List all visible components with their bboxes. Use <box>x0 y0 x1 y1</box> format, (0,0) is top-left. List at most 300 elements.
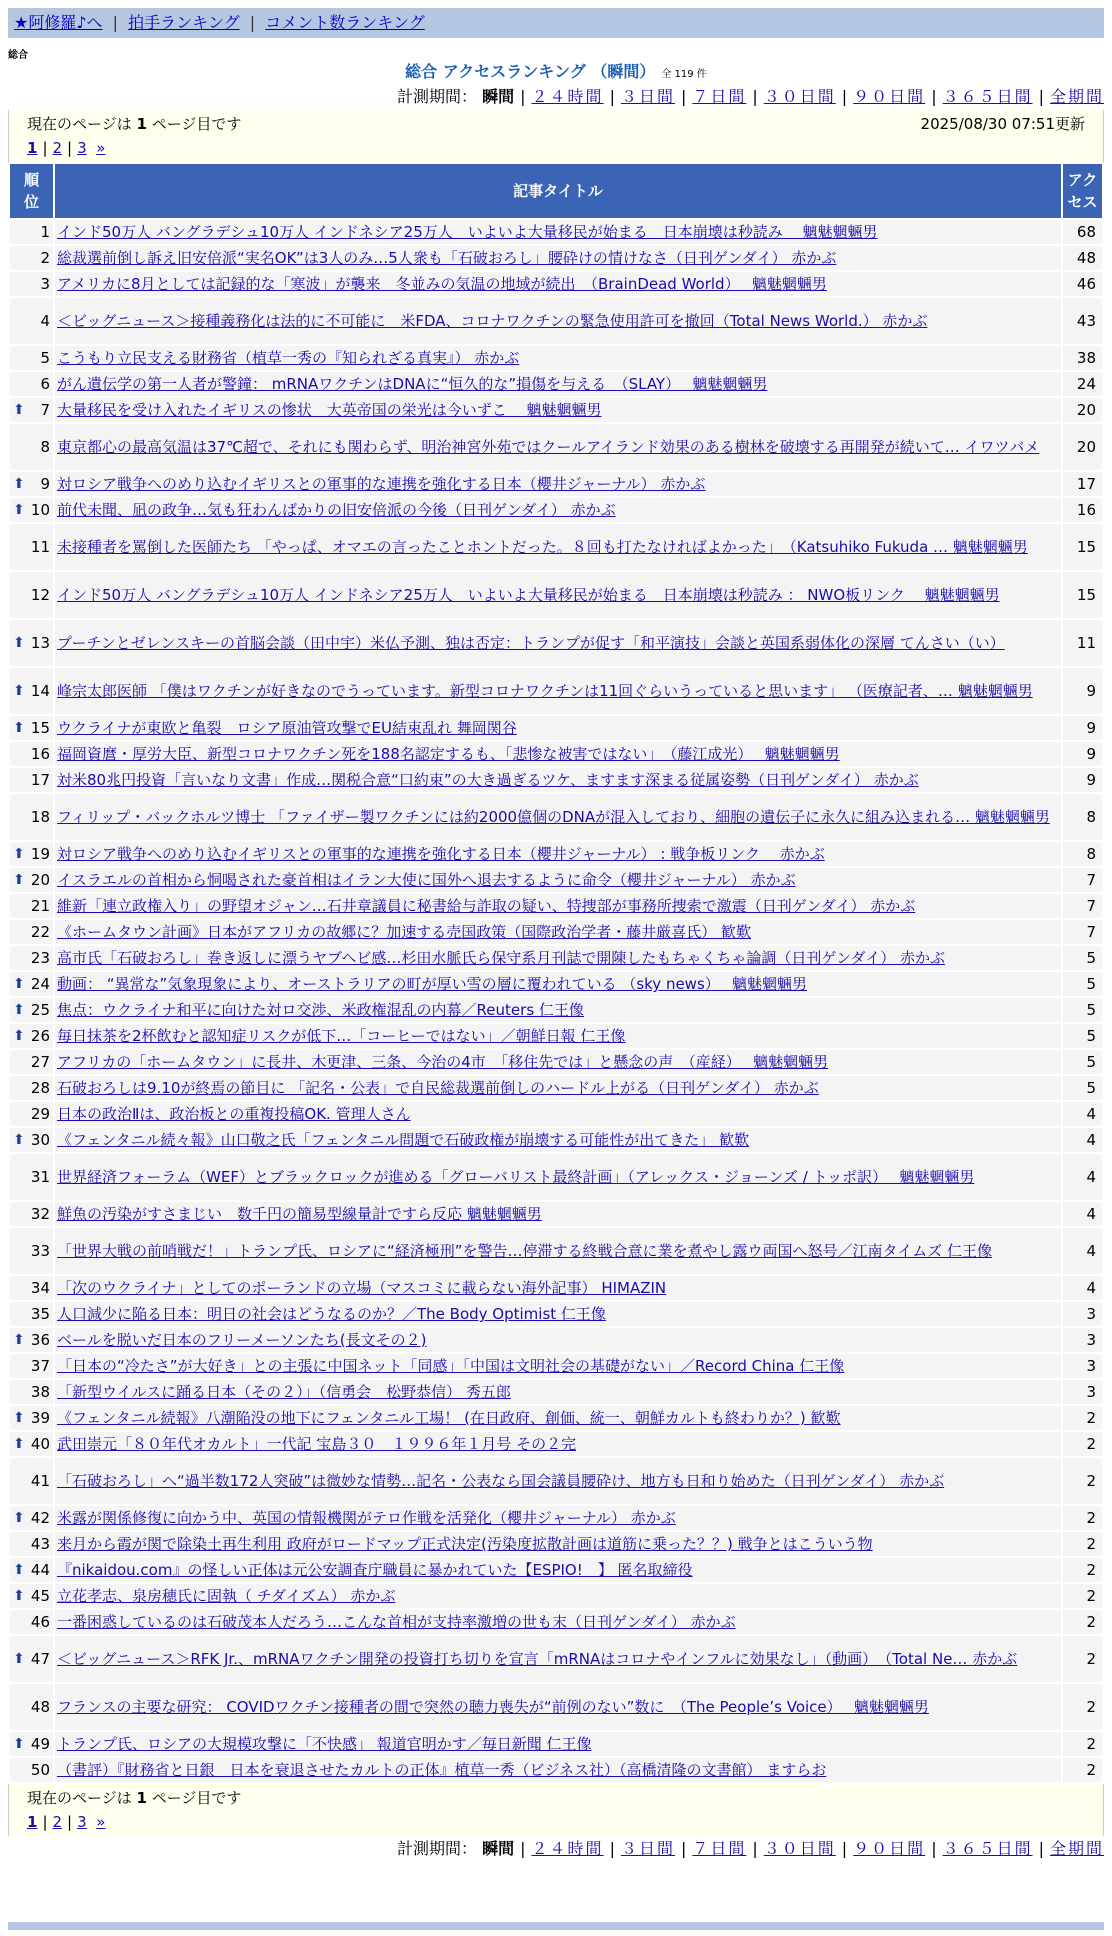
period-link[interactable]: ７日間 <box>692 1839 747 1858</box>
rank-number: 20 <box>30 871 50 889</box>
article-title-link[interactable]: 対ロシア戦争へのめり込むイギリスとの軍事的な連携を強化する日本（櫻井ジャーナル） : 戦争板リンク 赤かぶ <box>57 845 825 863</box>
access-count: 68 <box>1063 220 1102 244</box>
period-link[interactable]: ３日間 <box>620 1839 675 1858</box>
pager-next[interactable]: » <box>96 1813 106 1831</box>
pager-page-3[interactable]: 3 <box>77 139 87 157</box>
ranking-table-body <box>10 220 1102 1782</box>
page-title <box>0 62 1112 85</box>
article-title-link[interactable]: 毎日抹茶を2杯飲むと認知症リスクが低下…「コーヒーではない」／朝鮮日報 仁王像 <box>57 1027 626 1045</box>
access-count: 20 <box>1063 398 1102 422</box>
rank-number: 13 <box>30 634 50 652</box>
table-row <box>10 298 1102 344</box>
period-link[interactable]: ７日間 <box>692 87 747 106</box>
rank-up-arrow-icon: ⬆ <box>13 1436 25 1452</box>
access-count: 2 <box>1063 1458 1102 1504</box>
title-cell <box>55 768 1061 792</box>
rank-cell <box>10 1354 53 1378</box>
title-cell <box>55 1506 1061 1530</box>
article-title-link[interactable]: 「世界大戦の前哨戦だ！」トランプ氏、ロシアに“経済極刑”を警告…停滞する終戦合意に業を煮やし露ウ両国へ怒号／江南タイムズ 仁王像 <box>57 1242 993 1260</box>
access-count: 9 <box>1063 668 1102 714</box>
rank-cell <box>10 346 53 370</box>
article-title-link[interactable]: 《フェンタニル続報》八潮陥没の地下にフェンタニル工場！ (在日政府、創価、統一、朝鮮カルトも終わりか？) 歓歎 <box>57 1409 841 1427</box>
article-title-link[interactable]: 未接種者を罵倒した医師たち 「やっぱ、オマエの言ったことホントだった。８回も打たなければよかった」 （Katsuhiko Fukuda … 魑魅魍魎男 <box>57 538 1028 556</box>
access-count: 8 <box>1063 794 1102 840</box>
pager-top <box>27 136 1085 160</box>
article-title-link[interactable]: 峰宗太郎医師 「僕はワクチンが好きなのでうっています。新型コロナワクチンは11回ぐらいうっていると思います」 （医療記者、… 魑魅魍魎男 <box>57 682 1033 700</box>
article-title-link[interactable]: 立花孝志、泉房穂氏に固執（ チダイズム） 赤かぶ <box>57 1587 396 1605</box>
current-page-text <box>27 1786 241 1810</box>
pager-page-2[interactable]: 2 <box>52 139 63 157</box>
rank-number: 47 <box>30 1650 50 1668</box>
rank-cell <box>10 1732 53 1756</box>
period-separator: | <box>680 1839 687 1858</box>
title-cell <box>55 1202 1061 1226</box>
title-cell <box>55 1558 1061 1582</box>
rank-number: 7 <box>40 401 50 419</box>
top-nav-bar <box>8 8 1104 38</box>
table-row <box>10 794 1102 840</box>
access-count: 3 <box>1063 1380 1102 1404</box>
title-cell <box>55 1636 1061 1682</box>
rank-number: 34 <box>30 1279 50 1297</box>
table-row <box>10 1024 1102 1048</box>
title-cell <box>55 472 1061 496</box>
title-cell <box>55 524 1061 570</box>
table-row <box>10 920 1102 944</box>
rank-cell <box>10 1050 53 1074</box>
article-title-link[interactable]: イスラエルの首相から恫喝された豪首相はイラン大使に国外へ退去するように命令（櫻井ジャーナル） 赤かぶ <box>57 871 796 889</box>
article-title-link[interactable]: 世界経済フォーラム（WEF）とブラックロックが進める「グローバリスト最終計画」（アレックス・ジョーンズ / トッポ訳） 魑魅魍魎男 <box>57 1168 975 1186</box>
rank-cell <box>10 424 53 470</box>
article-title-link[interactable]: 対ロシア戦争へのめり込むイギリスとの軍事的な連携を強化する日本（櫻井ジャーナル） 赤かぶ <box>57 475 706 493</box>
article-title-link[interactable]: 人口減少に陥る日本：明日の社会はどうなるのか？／The Body Optimist 仁王像 <box>57 1305 606 1323</box>
table-row <box>10 424 1102 470</box>
period-separator: | <box>1038 1839 1044 1858</box>
pager-page-1[interactable]: 1 <box>27 1813 38 1831</box>
rank-number: 6 <box>40 375 50 393</box>
period-link[interactable]: 全期間 <box>1049 1839 1104 1858</box>
period-separator: | <box>752 87 758 106</box>
rank-number: 10 <box>30 501 50 519</box>
rank-cell <box>10 868 53 892</box>
article-title-link[interactable]: 日本の政治Ⅱは、政治板との重複投稿OK. 管理人さん <box>57 1105 411 1123</box>
article-title-link[interactable]: インド50万人 バングラデシュ10万人 インドネシア25万人 いよいよ大量移民が始まる 日本崩壊は秒読み ： NWO板リンク 魑魅魍魎男 <box>57 586 1000 604</box>
access-count: 7 <box>1063 868 1102 892</box>
period-separator: | <box>609 87 615 106</box>
title-cell <box>55 920 1061 944</box>
access-count: 5 <box>1063 946 1102 970</box>
rank-cell <box>10 1506 53 1530</box>
article-title-link[interactable]: 「日本の“冷たさ”が大好き」との主張に中国ネット「同感」「中国は文明社会の基礎がない」／Record China 仁王像 <box>57 1357 845 1375</box>
access-count: 16 <box>1063 498 1102 522</box>
page-title-text: 総合 アクセスランキング （瞬間） <box>405 62 656 81</box>
access-count: 2 <box>1063 1406 1102 1430</box>
rank-up-arrow-icon: ⬆ <box>13 1002 25 1018</box>
page-info-top <box>8 110 1104 162</box>
article-title-link[interactable]: 福岡資麿・厚労大臣、新型コロナワクチン死を188名認定するも、「悲惨な被害ではない」 （藤江成光） 魑魅魍魎男 <box>57 745 840 763</box>
article-title-link[interactable]: 「次のウクライナ」としてのポーランドの立場（マスコミに載らない海外記事） HIMAZIN <box>57 1279 667 1297</box>
rank-cell <box>10 716 53 740</box>
period-separator: | <box>752 1839 758 1858</box>
rank-cell <box>10 298 53 344</box>
page-prefix: 現在のページは <box>27 1789 132 1807</box>
table-row <box>10 1732 1102 1756</box>
access-count: 15 <box>1063 572 1102 618</box>
article-title-link[interactable]: がん遺伝学の第一人者が警鐘： mRNAワクチンはDNAに“恒久的な”損傷を与える （SLAY） 魑魅魍魎男 <box>57 375 768 393</box>
rank-number: 42 <box>30 1509 50 1527</box>
title-cell <box>55 298 1061 344</box>
table-row <box>10 498 1102 522</box>
table-row <box>10 1328 1102 1352</box>
title-cell <box>55 1328 1061 1352</box>
period-link[interactable]: ３日間 <box>620 87 675 106</box>
period-link[interactable]: 全期間 <box>1049 87 1104 106</box>
rank-up-arrow-icon: ⬆ <box>13 1651 25 1667</box>
article-title-link[interactable]: アフリカの「ホームタウン」に長井、木更津、三条、今治の4市 「移住先では」と懸念の声 （産経） 魑魅魍魎男 <box>57 1053 829 1071</box>
table-row <box>10 1458 1102 1504</box>
pager-page-1[interactable]: 1 <box>27 139 38 157</box>
rank-number: 2 <box>40 249 50 267</box>
title-cell <box>55 372 1061 396</box>
access-count: 24 <box>1063 372 1102 396</box>
title-cell <box>55 498 1061 522</box>
rank-cell <box>10 1128 53 1152</box>
rank-number: 50 <box>30 1761 50 1779</box>
article-title-link[interactable]: 鮮魚の汚染がすさまじい 数千円の簡易型線量計ですら反応 魑魅魍魎男 <box>57 1205 542 1223</box>
title-cell <box>55 424 1061 470</box>
period-link[interactable]: ３６５日間 <box>942 1839 1033 1858</box>
title-cell <box>55 972 1061 996</box>
access-count: 9 <box>1063 742 1102 766</box>
access-count: 46 <box>1063 272 1102 296</box>
page-suffix: ページ目です <box>151 1789 242 1807</box>
period-link[interactable]: ２４時間 <box>531 87 604 106</box>
article-title-link[interactable]: 《ホームタウン計画》日本がアフリカの故郷に？加速する売国政策（国際政治学者・藤井厳喜氏） 歓歎 <box>57 923 752 941</box>
article-title-link[interactable]: 「石破おろし」へ“過半数172人突破”は微妙な情勢…記名・公表なら国会議員腰砕け、地方も日和り始めた（日刊ゲンダイ） 赤かぶ <box>57 1472 945 1490</box>
rank-cell <box>10 1610 53 1634</box>
article-title-link[interactable]: ベールを脱いだ日本のフリーメーソンたち(長文その２) <box>57 1331 427 1349</box>
article-title-link[interactable]: 《フェンタニル続々報》山口敬之氏「フェンタニル問題で石破政権が崩壊する可能性が出てきた」 歓歎 <box>57 1131 750 1149</box>
title-cell <box>55 1102 1061 1126</box>
rank-up-arrow-icon: ⬆ <box>13 1028 25 1044</box>
rank-number: 26 <box>30 1027 50 1045</box>
title-cell <box>55 1532 1061 1556</box>
title-cell <box>55 1380 1061 1404</box>
article-title-link[interactable]: ＜ビッグニュース＞接種義務化は法的に不可能に 米FDA、コロナワクチンの緊急使用許可を撤回（Total News World.） 赤かぶ <box>57 312 928 330</box>
period-selector-top <box>397 86 1104 108</box>
pager-next[interactable]: » <box>96 139 106 157</box>
article-title-link[interactable]: こうもり立民支える財務省（植草一秀の『知られざる真実』） 赤かぶ <box>57 349 520 367</box>
rank-cell <box>10 742 53 766</box>
rank-number: 40 <box>30 1435 50 1453</box>
rank-cell <box>10 272 53 296</box>
title-cell <box>55 398 1061 422</box>
rank-number: 18 <box>30 808 50 826</box>
article-title-link[interactable]: ウクライナが東欧と亀裂 ロシア原油管攻撃でEU結束乱れ 舞岡関谷 <box>57 719 517 737</box>
rank-cell <box>10 768 53 792</box>
rank-number: 37 <box>30 1357 50 1375</box>
article-title-link[interactable]: 前代未聞、凪の政争…気も狂わんばかりの旧安倍派の今後（日刊ゲンダイ） 赤かぶ <box>57 501 616 519</box>
rank-number: 27 <box>30 1053 50 1071</box>
title-cell <box>55 1584 1061 1608</box>
period-link[interactable]: ９０日間 <box>853 87 926 106</box>
table-row <box>10 620 1102 666</box>
table-row <box>10 472 1102 496</box>
period-link[interactable]: ３０日間 <box>763 87 836 106</box>
table-row <box>10 246 1102 270</box>
article-title-link[interactable]: 維新「連立政権入り」の野望オジャン…石井章議員に秘書給与詐取の疑い、特捜部が事務所捜索で激震（日刊ゲンダイ） 赤かぶ <box>57 897 916 915</box>
article-title-link[interactable]: 総裁選前倒し訴え旧安倍派“実名OK”は3人のみ…5人衆も「石破おろし」腰砕けの情けなさ（日刊ゲンダイ） 赤かぶ <box>57 249 837 267</box>
period-separator: | <box>1038 87 1044 106</box>
header-rank <box>10 164 53 218</box>
article-title-link[interactable]: プーチンとゼレンスキーの首脳会談（田中宇）米仏予測、独は否定：トランプが促す「和平演技」会談と英国系弱体化の深層 てんさい（い） <box>57 634 1005 652</box>
title-cell <box>55 1228 1061 1274</box>
access-count: 48 <box>1063 246 1102 270</box>
article-title-link[interactable]: 石破おろしは9.10が終焉の節目に 「記名・公表」で自民総裁選前倒しのハードル上がる（日刊ゲンダイ） 赤かぶ <box>57 1079 819 1097</box>
rank-cell <box>10 1202 53 1226</box>
table-row <box>10 1302 1102 1326</box>
rank-number: 30 <box>30 1131 50 1149</box>
period-link[interactable]: ３６５日間 <box>942 87 1033 106</box>
rank-up-arrow-icon: ⬆ <box>13 683 25 699</box>
access-count: 2 <box>1063 1532 1102 1556</box>
page-number: 1 <box>136 115 147 133</box>
rank-number: 23 <box>30 949 50 967</box>
rank-number: 15 <box>30 719 50 737</box>
rank-number: 19 <box>30 845 50 863</box>
article-title-link[interactable]: 対米80兆円投資「言いなり文書」作成…関税合意“口約束”の大き過ぎるツケ、ますます深まる従属姿勢（日刊ゲンダイ） 赤かぶ <box>57 771 919 789</box>
access-count: 2 <box>1063 1558 1102 1582</box>
rank-number: 44 <box>30 1561 50 1579</box>
article-title-link[interactable]: 『nikaidou.com』の怪しい正体は元公安調査庁職員に暴かれていた【ESPIO! 】 匿名取締役 <box>57 1561 693 1579</box>
access-count: 9 <box>1063 716 1102 740</box>
rank-cell <box>10 1558 53 1582</box>
rank-number: 12 <box>30 586 50 604</box>
table-row <box>10 1354 1102 1378</box>
rank-cell <box>10 1102 53 1126</box>
period-link[interactable]: ９０日間 <box>853 1839 926 1858</box>
access-count: 9 <box>1063 768 1102 792</box>
footer-bar <box>8 1922 1104 1930</box>
table-row <box>10 398 1102 422</box>
access-count: 17 <box>1063 472 1102 496</box>
title-cell <box>55 716 1061 740</box>
table-row <box>10 346 1102 370</box>
rank-cell <box>10 524 53 570</box>
title-cell <box>55 868 1061 892</box>
title-cell <box>55 1276 1061 1300</box>
article-title-link[interactable]: 来月から霞が関で除染土再生利用 政府がロードマップ正式決定(汚染度拡散計画は道筋に乗った？？) 戦争とはこういう物 <box>57 1535 873 1553</box>
table-row <box>10 972 1102 996</box>
home-link[interactable]: ★阿修羅♪へ <box>14 13 103 32</box>
article-title-link[interactable]: フィリップ・バックホルツ博士 「ファイザー製ワクチンには約2000億個のDNAが混入しており、細胞の遺伝子に永久に組み込まれる… 魑魅魍魎男 <box>57 808 1050 826</box>
rank-up-arrow-icon: ⬆ <box>13 402 25 418</box>
pager-page-2[interactable]: 2 <box>52 1813 63 1831</box>
article-title-link[interactable]: フランスの主要な研究： COVIDワクチン接種者の間で突然の聴力喪失が“前例のない”数に （The People’s Voice） 魑魅魍魎男 <box>57 1698 929 1716</box>
table-row <box>10 946 1102 970</box>
table-row <box>10 1432 1102 1456</box>
rank-number: 22 <box>30 923 50 941</box>
title-cell <box>55 246 1061 270</box>
article-title-link[interactable]: 「新型ウイルスに踊る日本（その２）」（信勇会 松野恭信） 秀五郎 <box>57 1383 511 1401</box>
rank-up-arrow-icon: ⬆ <box>13 502 25 518</box>
nav-separator: | <box>249 13 256 32</box>
rank-number: 17 <box>30 771 50 789</box>
period-separator: | <box>609 1839 615 1858</box>
pager-page-3[interactable]: 3 <box>77 1813 87 1831</box>
pager-separator: | <box>67 1813 73 1831</box>
section-label: 総合 <box>8 50 28 61</box>
applause-ranking-link[interactable]: 拍手ランキング <box>128 13 240 32</box>
period-separator: | <box>931 1839 937 1858</box>
rank-cell <box>10 1532 53 1556</box>
title-cell <box>55 894 1061 918</box>
title-cell <box>55 794 1061 840</box>
header-title: 記事タイトル <box>55 164 1061 218</box>
table-row <box>10 1684 1102 1730</box>
title-cell <box>55 998 1061 1022</box>
rank-cell <box>10 1024 53 1048</box>
title-cell <box>55 1024 1061 1048</box>
rank-up-arrow-icon: ⬆ <box>13 1562 25 1578</box>
title-cell <box>55 1758 1061 1782</box>
rank-cell <box>10 668 53 714</box>
rank-number: 21 <box>30 897 50 915</box>
table-row <box>10 1076 1102 1100</box>
rank-number: 11 <box>30 538 50 556</box>
access-count: 2 <box>1063 1610 1102 1634</box>
nav-separator: | <box>112 13 119 32</box>
rank-cell <box>10 246 53 270</box>
access-count: 7 <box>1063 920 1102 944</box>
rank-up-arrow-icon: ⬆ <box>13 1332 25 1348</box>
article-title-link[interactable]: 一番困惑しているのは石破茂本人だろう…こんな首相が支持率激増の世も末（日刊ゲンダイ） 赤かぶ <box>57 1613 736 1631</box>
title-cell <box>55 1154 1061 1200</box>
rank-cell <box>10 1636 53 1682</box>
access-count: 15 <box>1063 524 1102 570</box>
rank-number: 31 <box>30 1168 50 1186</box>
access-count: 5 <box>1063 998 1102 1022</box>
table-row <box>10 1506 1102 1530</box>
access-count: 4 <box>1063 1128 1102 1152</box>
rank-number: 5 <box>40 349 50 367</box>
access-count: 3 <box>1063 1354 1102 1378</box>
table-row <box>10 572 1102 618</box>
article-title-link[interactable]: 高市氏「石破おろし」巻き返しに漂うヤブヘビ感…杉田水脈氏ら保守系月刊誌で開陳したもちゃくちゃ論調（日刊ゲンダイ） 赤かぶ <box>57 949 945 967</box>
rank-number: 46 <box>30 1613 50 1631</box>
rank-number: 24 <box>30 975 50 993</box>
period-link[interactable]: ２４時間 <box>531 1839 604 1858</box>
access-count: 5 <box>1063 1050 1102 1074</box>
rank-number: 29 <box>30 1105 50 1123</box>
article-title-link[interactable]: 動画： “異常な”気象現象により、オーストラリアの町が厚い雪の層に覆われている （sky news） 魑魅魍魎男 <box>57 975 808 993</box>
title-cell <box>55 220 1061 244</box>
rank-cell <box>10 946 53 970</box>
article-title-link[interactable]: 武田崇元「８０年代オカルト」一代記 宝島３０ １９９６年１月号 その２完 <box>57 1435 577 1453</box>
article-title-link[interactable]: 大量移民を受け入れたイギリスの惨状 大英帝国の栄光は今いずこ 魑魅魍魎男 <box>57 401 602 419</box>
access-count: 2 <box>1063 1758 1102 1782</box>
rank-cell <box>10 620 53 666</box>
access-count: 4 <box>1063 1202 1102 1226</box>
title-cell <box>55 1354 1061 1378</box>
table-row <box>10 1380 1102 1404</box>
table-row <box>10 1154 1102 1200</box>
rank-cell <box>10 1758 53 1782</box>
access-count: 5 <box>1063 972 1102 996</box>
title-cell <box>55 1076 1061 1100</box>
rank-number: 43 <box>30 1535 50 1553</box>
rank-number: 45 <box>30 1587 50 1605</box>
rank-cell <box>10 1406 53 1430</box>
period-link[interactable]: ３０日間 <box>763 1839 836 1858</box>
title-cell <box>55 742 1061 766</box>
article-title-link[interactable]: インド50万人 バングラデシュ10万人 インドネシア25万人 いよいよ大量移民が始まる 日本崩壊は秒読み 魑魅魍魎男 <box>57 223 878 241</box>
access-count: 2 <box>1063 1432 1102 1456</box>
article-title-link[interactable]: 東京都心の最高気温は37℃超で、それにも関わらず、明治神宮外苑ではクールアイランド効果のある樹林を破壊する再開発が続いて… イワツバメ <box>57 438 1040 456</box>
article-title-link[interactable]: トランプ氏、ロシアの大規模攻撃に「不快感」 報道官明かす／毎日新聞 仁王像 <box>57 1735 592 1753</box>
access-count: 2 <box>1063 1584 1102 1608</box>
comment-ranking-link[interactable]: コメント数ランキング <box>265 13 425 32</box>
rank-number: 3 <box>40 275 50 293</box>
pager-separator: | <box>67 139 73 157</box>
access-count: 3 <box>1063 1302 1102 1326</box>
period-separator: | <box>520 1839 526 1858</box>
title-cell <box>55 1610 1061 1634</box>
rank-up-arrow-icon: ⬆ <box>13 476 25 492</box>
rank-cell <box>10 498 53 522</box>
access-count: 11 <box>1063 620 1102 666</box>
rank-up-arrow-icon: ⬆ <box>13 1510 25 1526</box>
article-title-link[interactable]: （書評）『財務省と日銀 日本を衰退させたカルトの正体』植草一秀（ビジネス社）（高橋清隆の文書館） ますらお <box>57 1761 827 1779</box>
article-title-link[interactable]: 焦点：ウクライナ和平に向けた対ロ交渉、米政権混乱の内幕／Reuters 仁王像 <box>57 1001 584 1019</box>
access-count: 3 <box>1063 1328 1102 1352</box>
access-count: 2 <box>1063 1684 1102 1730</box>
rank-cell <box>10 842 53 866</box>
article-title-link[interactable]: 米露が関係修復に向かう中、英国の情報機関がテロ作戦を活発化（櫻井ジャーナル） 赤かぶ <box>57 1509 676 1527</box>
title-cell <box>55 668 1061 714</box>
article-title-link[interactable]: ＜ビッグニュース＞RFK Jr.、mRNAワクチン開発の投資打ち切りを宣言「mRNAはコロナやインフルに効果なし」（動画） （Total Ne… 赤かぶ <box>57 1650 1018 1668</box>
access-count: 4 <box>1063 1154 1102 1200</box>
rank-cell <box>10 1076 53 1100</box>
total-count: 全 119 件 <box>661 69 707 80</box>
page-prefix: 現在のページは <box>27 115 132 133</box>
access-count: 2 <box>1063 1732 1102 1756</box>
article-title-link[interactable]: アメリカに8月としては記録的な「寒波」が襲来 冬並みの気温の地域が続出 （BrainDead World） 魑魅魍魎男 <box>57 275 827 293</box>
title-cell <box>55 1732 1061 1756</box>
access-count: 4 <box>1063 1102 1102 1126</box>
table-row <box>10 272 1102 296</box>
rank-cell <box>10 920 53 944</box>
table-row <box>10 1636 1102 1682</box>
access-count: 7 <box>1063 894 1102 918</box>
table-row <box>10 1276 1102 1300</box>
rank-number: 28 <box>30 1079 50 1097</box>
rank-number: 48 <box>30 1698 50 1716</box>
rank-number: 35 <box>30 1305 50 1323</box>
rank-cell <box>10 1328 53 1352</box>
header-rank-label: 順位 <box>23 171 39 211</box>
table-row <box>10 868 1102 892</box>
rank-cell <box>10 372 53 396</box>
rank-cell <box>10 572 53 618</box>
rank-cell <box>10 1684 53 1730</box>
rank-number: 41 <box>30 1472 50 1490</box>
rank-cell <box>10 1276 53 1300</box>
rank-number: 33 <box>30 1242 50 1260</box>
rank-cell <box>10 1458 53 1504</box>
title-cell <box>55 1128 1061 1152</box>
access-count: 43 <box>1063 298 1102 344</box>
